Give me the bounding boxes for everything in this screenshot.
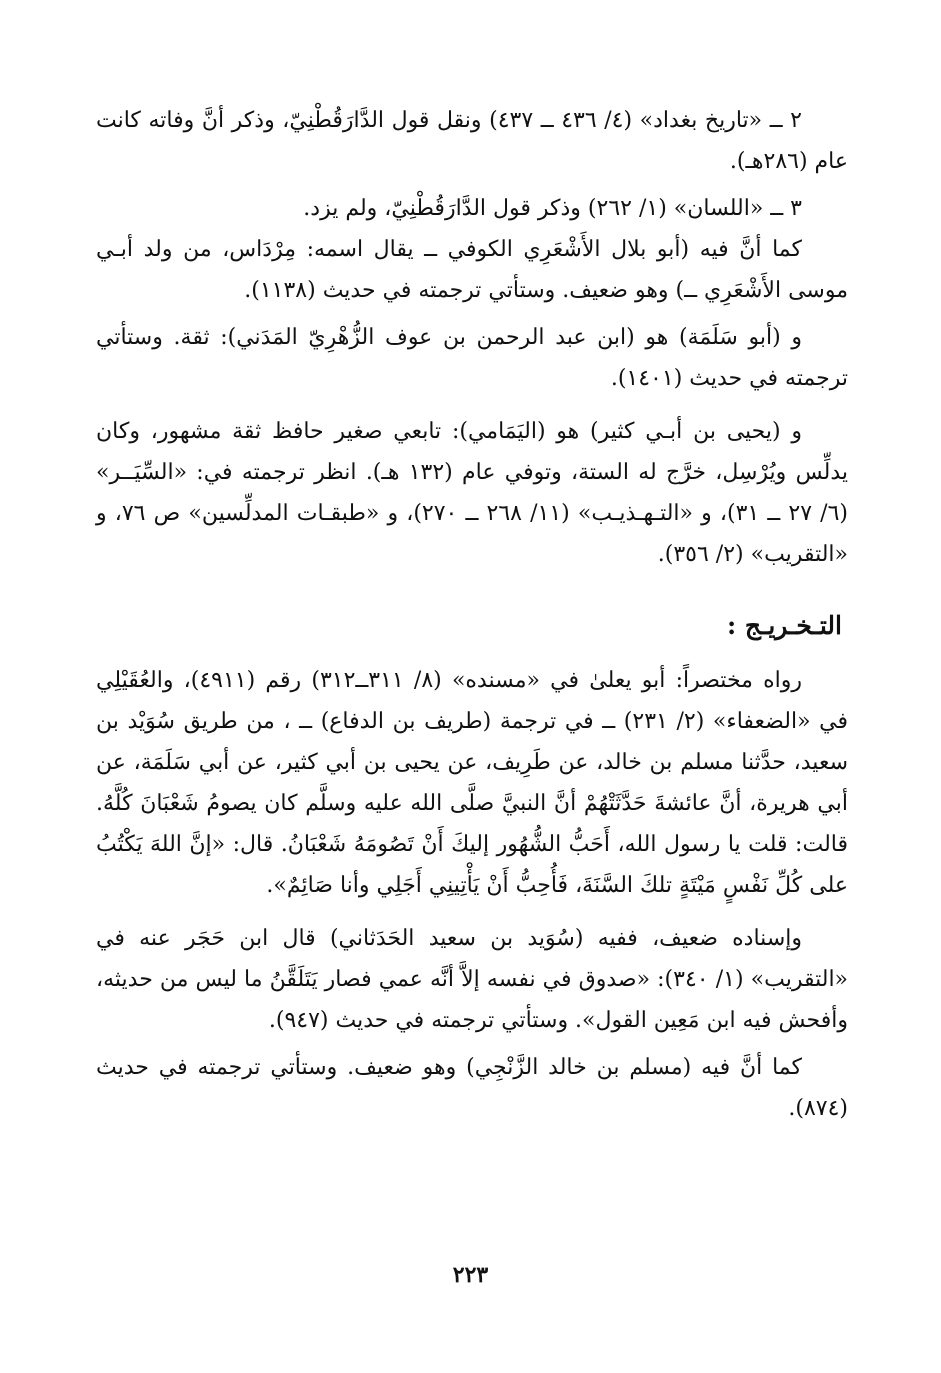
paragraph-takhrij-isnad: وإسناده ضعيف، ففيه (سُوَيد بن سعيد الحَدَثاني) قال ابن حَجَر عنه في «التقريب» (١/ ٣٤٠): «صدوق في نفسه إلاَّ أنَّه عمي فصار يَتَلَقَّنُ ما ليس من حديثه، وأفحش فيه ابن مَعِين القول». وستأتي ترجمته في حديث (٩٤٧). [96,926,849,1033]
paragraph-takhrij-narration: رواه مختصراً: أبو يعلىٰ في «مسنده» (٨/ ٣١١ــ٣١٢) رقم (٤٩١١)، والعُقَيْلِي في «الضعفاء» (٢/ ٢٣١) ــ في ترجمة (طريف بن الدفاع) ــ ، من طريق سُوَيْد بن سعيد، حدَّثنا مسلم بن خالد، عن طَرِيف، عن يحيى بن أبي كثير، عن أبي سَلَمَة، عن أبي هريرة، أنَّ عائشةَ حَدَّثَتْهُمْ أنَّ النبيَّ صلَّى الله عليه وسلَّم كان يصومُ شَعْبَانَ كُلَّهُ. قالت: قلت يا رسول الله، أَحَبُّ الشُّهُور إليكَ أَنْ تَصُومَهُ شَعْبَانُ. قال: «إنَّ اللهَ يَكْتُبُ على كُلِّ نَفْسٍ مَيْتَةٍ تلكَ السَّنَةَ، فَأُحِبُّ أَنْ يَأْتِينِي أَجَلِي وأنا صَائِمٌ». [96,668,848,898]
paragraph-abu-bilal: كما أنَّ فيه (أبو بلال الأَشْعَرِي الكوفي ــ يقال اسمه: مِرْدَاس، من ولد أبـي موسى الأَشْعَرِي ــ) وهو ضعيف. وستأتي ترجمته في حديث (١١٣٨). [96,237,848,303]
paragraph-source-3: ٣ ــ «اللسان» (١/ ٢٦٢) وذكر قول الدَّارَقُطْنِيّ، ولم يزد. [303,196,802,221]
paragraph-takhrij-muslim: كما أنَّ فيه (مسلم بن خالد الزَّنْجِي) وهو ضعيف. وستأتي ترجمته في حديث (٨٧٤). [96,1055,848,1121]
paragraph-abu-salama: و (أبو سَلَمَة) هو (ابن عبد الرحمن بن عوف الزُّهْرِيّ المَدَني): ثقة. وستأتي ترجمته في حديث (١٤٠١). [96,325,848,391]
page-body [96,100,848,1129]
section-heading-takhrij: التـخـريـج : [726,611,842,640]
paragraph-source-2: ٢ ــ «تاريخ بغداد» (٤/ ٤٣٦ ــ ٤٣٧) ونقل قول الدَّارَقُطْنِيّ، وذكر أنَّ وفاته كانت عام (٢٨٦هـ). [96,108,848,174]
paragraph-yahya: و (يحيى بن أبـي كثير) هو (اليَمَامي): تابعي صغير حافظ ثقة مشهور، وكان يدلِّس ويُرْسِل، خرَّج له الستة، وتوفي عام (١٣٢ هـ). انظر ترجمته في: «السِّيَــر» (٦/ ٢٧ ــ ٣١)، و «التـهـذيـب» (١١/ ٢٦٨ ــ ٢٧٠)، و «طبقـات المدلِّسين» ص ٧٦، و «التقريب» (٢/ ٣٥٦). [96,419,848,567]
page-number: ٢٢٣ [452,1262,489,1288]
